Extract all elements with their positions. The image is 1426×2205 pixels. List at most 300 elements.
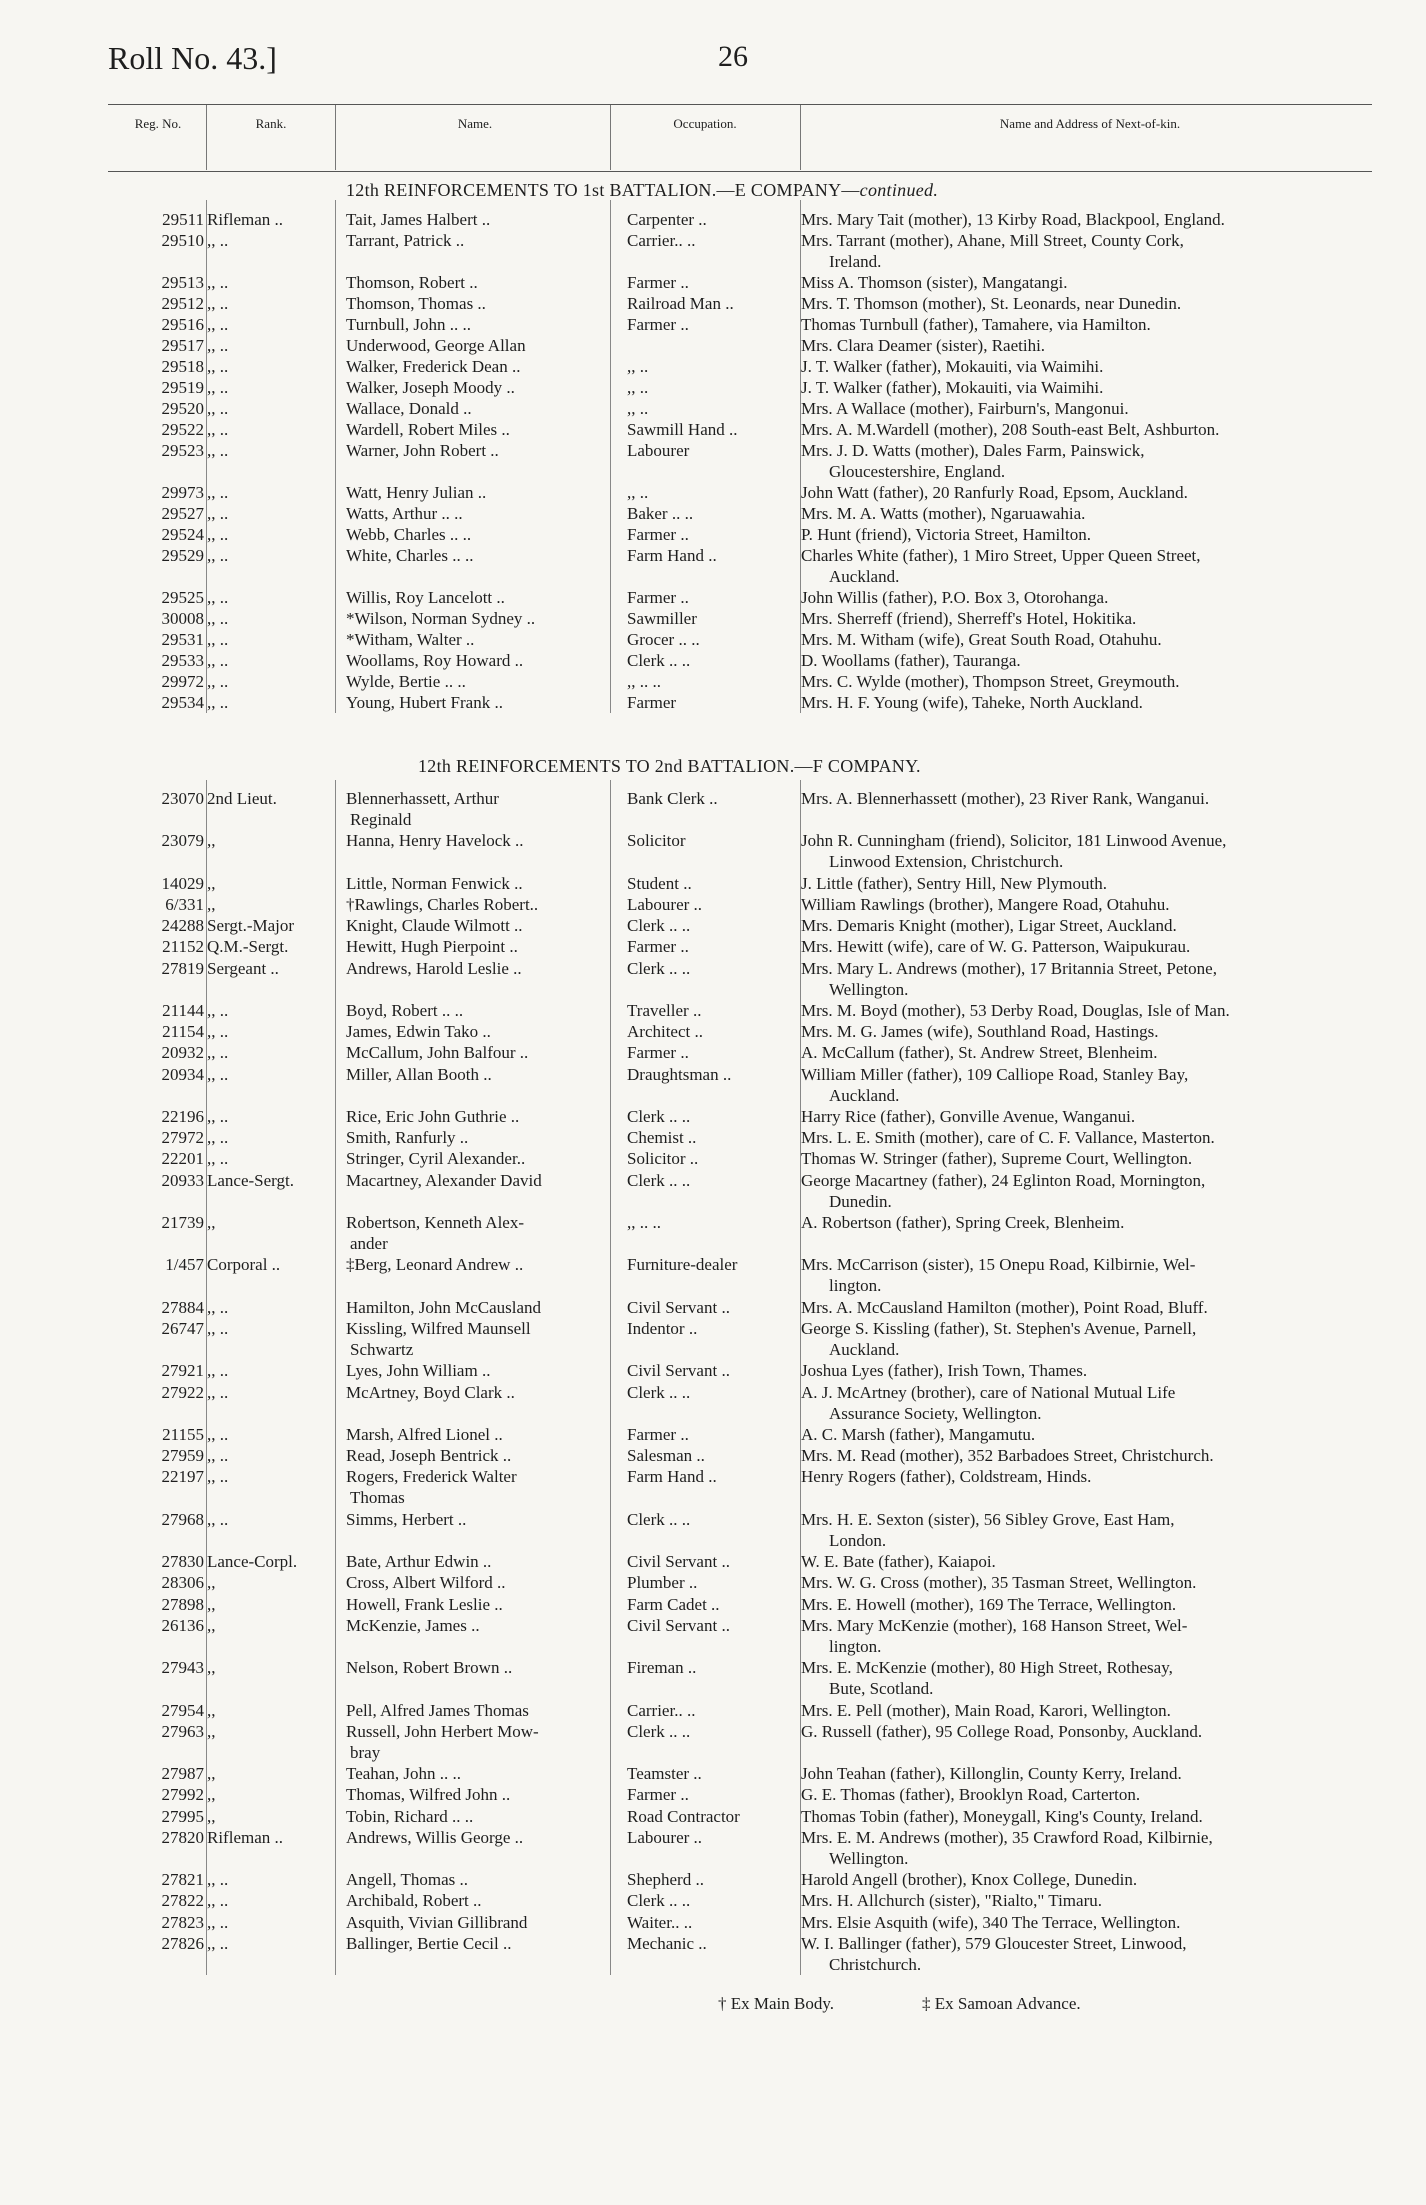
- rank: ,, ..: [207, 609, 229, 628]
- soldier-name: [346, 650, 608, 671]
- next-of-kin: [801, 335, 1383, 356]
- rank: ,, ..: [207, 588, 229, 607]
- next-of-kin-line: A. Robertson (father), Spring Creek, Blenheim.: [801, 1213, 1125, 1232]
- soldier-name-line: James, Edwin Tako ..: [346, 1022, 491, 1042]
- rank: ,,: [207, 1658, 216, 1678]
- soldier-name-line: *Wilson, Norman Sydney ..: [346, 609, 536, 628]
- soldier-name-line: Thomson, Thomas ..: [346, 294, 486, 313]
- soldier-name-line: Watt, Henry Julian ..: [346, 483, 487, 502]
- soldier-name: [346, 398, 608, 419]
- soldier-name: [346, 1382, 608, 1403]
- next-of-kin-line: William Rawlings (brother), Mangere Road, Otahuhu.: [801, 895, 1170, 914]
- soldier-name-line: Stringer, Cyril Alexander..: [346, 1149, 526, 1169]
- occupation: Civil Servant ..: [627, 1615, 730, 1635]
- rank: ,, ..: [207, 672, 229, 691]
- reg-number: 29523: [161, 441, 204, 460]
- col-divider: [335, 105, 336, 170]
- rank: ,, ..: [207, 1467, 229, 1487]
- soldier-name-line: Little, Norman Fenwick ..: [346, 873, 523, 893]
- soldier-name: [346, 335, 608, 356]
- rank: 2nd Lieut.: [207, 789, 277, 808]
- rank: ,, ..: [207, 294, 229, 313]
- next-of-kin-line: John Willis (father), P.O. Box 3, Otorohanga.: [801, 588, 1109, 607]
- column-rule: [610, 780, 611, 1975]
- next-of-kin-line: Auckland.: [829, 1340, 900, 1359]
- soldier-name-line: Marsh, Alfred Lionel ..: [346, 1425, 503, 1444]
- soldier-name: [346, 1890, 608, 1911]
- occupation: Furniture-dealer: [627, 1255, 738, 1275]
- rank: ,, ..: [207, 483, 229, 502]
- next-of-kin-line: J. Little (father), Sentry Hill, New Plymouth.: [801, 873, 1107, 893]
- reg-number: 24288: [161, 916, 204, 936]
- occupation: Chemist ..: [627, 1128, 697, 1148]
- soldier-name-line: Robertson, Kenneth Alex-: [346, 1213, 524, 1232]
- soldier-name: [346, 272, 608, 293]
- next-of-kin-line: J. T. Walker (father), Mokauiti, via Waimihi.: [801, 357, 1104, 376]
- reg-number: 29510: [161, 231, 204, 250]
- soldier-name-line: Underwood, George Allan: [346, 336, 526, 355]
- soldier-name-line: Walker, Joseph Moody ..: [346, 378, 515, 397]
- next-of-kin-line: Mrs. A Wallace (mother), Fairburn's, Mangonui.: [801, 399, 1129, 418]
- roll-number: Roll No. 43.]: [108, 40, 277, 76]
- next-of-kin-line: Mrs. C. Wylde (mother), Thompson Street, Greymouth.: [801, 672, 1180, 691]
- soldier-name: [346, 293, 608, 314]
- reg-number: 21144: [162, 1001, 204, 1020]
- soldier-name-line: Teahan, John .. ..: [346, 1764, 461, 1784]
- next-of-kin-line: Harold Angell (brother), Knox College, Dunedin.: [801, 1870, 1138, 1890]
- next-of-kin: [801, 830, 1383, 872]
- next-of-kin-line: Joshua Lyes (father), Irish Town, Thames.: [801, 1361, 1088, 1381]
- soldier-name: [346, 958, 608, 979]
- next-of-kin-line: W. E. Bate (father), Kaiapoi.: [801, 1552, 996, 1572]
- next-of-kin-line: Thomas Turnbull (father), Tamahere, via Hamilton.: [801, 315, 1151, 334]
- reg-number: 23070: [161, 789, 204, 808]
- reg-number: 14029: [161, 873, 204, 893]
- rank: ,,: [207, 1806, 216, 1826]
- soldier-name: [346, 1572, 608, 1593]
- next-of-kin-line: John Watt (father), 20 Ranfurly Road, Epsom, Auckland.: [801, 483, 1188, 502]
- col-header-name: Name.: [457, 116, 493, 131]
- rank: ,,: [207, 1700, 216, 1720]
- next-of-kin-line: Harry Rice (father), Gonville Avenue, Wanganui.: [801, 1107, 1136, 1126]
- next-of-kin-line: Mrs. McCarrison (sister), 15 Onepu Road, Kilbirnie, Wel-: [801, 1255, 1196, 1275]
- next-of-kin: [801, 524, 1383, 545]
- occupation: Labourer ..: [627, 895, 703, 914]
- reg-number: 27821: [161, 1870, 204, 1890]
- next-of-kin-line: Mrs. W. G. Cross (mother), 35 Tasman Street, Wellington.: [801, 1573, 1197, 1593]
- occupation: Grocer .. ..: [627, 630, 700, 649]
- reg-number: 27921: [161, 1361, 204, 1381]
- next-of-kin-line: Mrs. A. McCausland Hamilton (mother), Point Road, Bluff.: [801, 1297, 1208, 1317]
- reg-number: 22196: [161, 1107, 204, 1126]
- next-of-kin-line: A. McCallum (father), St. Andrew Street, Blenheim.: [801, 1043, 1158, 1063]
- soldier-name-line: Hewitt, Hugh Pierpoint ..: [346, 937, 518, 957]
- soldier-name: [346, 1869, 608, 1890]
- next-of-kin: [801, 272, 1383, 293]
- reg-number: 27884: [161, 1297, 204, 1317]
- occupation: Fireman ..: [627, 1658, 697, 1678]
- reg-number: 29972: [161, 672, 204, 691]
- reg-number: 26136: [161, 1615, 204, 1635]
- soldier-name-line: Lyes, John William ..: [346, 1361, 491, 1381]
- next-of-kin-line: Mrs. Mary L. Andrews (mother), 17 Britannia Street, Petone,: [801, 958, 1217, 978]
- rank: ,,: [207, 1594, 216, 1614]
- next-of-kin: [801, 1466, 1383, 1487]
- soldier-name-line: Cross, Albert Wilford ..: [346, 1573, 506, 1593]
- reg-number: 23079: [161, 831, 204, 851]
- reg-number: 22197: [161, 1467, 204, 1487]
- soldier-name: [346, 1170, 608, 1191]
- next-of-kin: [801, 1890, 1383, 1911]
- rank: Sergt.-Major: [207, 916, 295, 936]
- soldier-name: [346, 1827, 608, 1848]
- soldier-name: [346, 1933, 608, 1954]
- next-of-kin-line: Christchurch.: [829, 1954, 922, 1974]
- soldier-name-line: Smith, Ranfurly ..: [346, 1128, 469, 1148]
- soldier-name-line: Blennerhassett, Arthur: [346, 789, 499, 808]
- next-of-kin: [801, 1445, 1383, 1466]
- rank: ,,: [207, 1573, 216, 1593]
- next-of-kin: [801, 1572, 1383, 1593]
- soldier-name-line: Simms, Herbert ..: [346, 1509, 467, 1529]
- soldier-name: [346, 1594, 608, 1615]
- next-of-kin: [801, 894, 1383, 915]
- soldier-name-line: Hamilton, John McCausland: [346, 1297, 542, 1317]
- next-of-kin-line: lington.: [829, 1636, 882, 1656]
- next-of-kin: [801, 1127, 1383, 1148]
- next-of-kin-line: Mrs. Demaris Knight (mother), Ligar Street, Auckland.: [801, 916, 1177, 936]
- reg-number: 27972: [161, 1128, 204, 1148]
- next-of-kin: [801, 314, 1383, 335]
- occupation: Architect ..: [627, 1022, 703, 1042]
- section-title: [418, 756, 921, 777]
- soldier-name-line: Thomas: [350, 1488, 405, 1508]
- column-rule: [610, 200, 611, 713]
- soldier-name-line: Howell, Frank Leslie ..: [346, 1594, 503, 1614]
- soldier-name-line: McArtney, Boyd Clark ..: [346, 1382, 515, 1402]
- reg-number: 26747: [161, 1319, 204, 1338]
- next-of-kin-line: Wellington.: [829, 1848, 909, 1868]
- next-of-kin: [801, 1042, 1383, 1063]
- next-of-kin: [801, 1912, 1383, 1933]
- soldier-name: [346, 1784, 608, 1805]
- next-of-kin: [801, 1933, 1383, 1975]
- next-of-kin: [801, 1318, 1383, 1360]
- soldier-name-line: Wardell, Robert Miles ..: [346, 420, 510, 439]
- next-of-kin: [801, 293, 1383, 314]
- next-of-kin: [801, 958, 1383, 1000]
- reg-number: 27992: [161, 1785, 204, 1805]
- reg-number: 27826: [161, 1933, 204, 1953]
- soldier-name-line: Warner, John Robert ..: [346, 441, 499, 460]
- rank: ,, ..: [207, 1382, 229, 1402]
- soldier-name: [346, 894, 608, 915]
- next-of-kin-line: Mrs. A. Blennerhassett (mother), 23 River Rank, Wanganui.: [801, 789, 1210, 808]
- occupation: Farmer ..: [627, 273, 689, 292]
- soldier-name: [346, 1021, 608, 1042]
- soldier-name: [346, 377, 608, 398]
- reg-number: 27959: [161, 1446, 204, 1466]
- next-of-kin-line: Mrs. Elsie Asquith (wife), 340 The Terrace, Wellington.: [801, 1912, 1181, 1932]
- reg-number: 29517: [161, 336, 204, 355]
- next-of-kin-line: George Macartney (father), 24 Eglinton Road, Mornington,: [801, 1170, 1206, 1190]
- soldier-name: [346, 419, 608, 440]
- next-of-kin-line: John Teahan (father), Killonglin, County Kerry, Ireland.: [801, 1764, 1182, 1784]
- next-of-kin: [801, 209, 1383, 230]
- soldier-name: [346, 545, 608, 566]
- reg-number: 29519: [161, 378, 204, 397]
- next-of-kin: [801, 1106, 1383, 1127]
- soldier-name-line: Miller, Allan Booth ..: [346, 1064, 492, 1084]
- soldier-name-line: Ballinger, Bertie Cecil ..: [346, 1933, 512, 1953]
- rank: ,,: [207, 873, 216, 893]
- section-title-continued: continued.: [859, 180, 939, 200]
- header-rule-top: [108, 104, 1372, 105]
- reg-number: 27943: [161, 1658, 204, 1678]
- rank: ,,: [207, 1213, 216, 1232]
- rank: ,, ..: [207, 273, 229, 292]
- occupation: Farmer ..: [627, 1785, 689, 1805]
- soldier-name-line: Kissling, Wilfred Maunsell: [346, 1319, 531, 1338]
- reg-number: 29516: [161, 315, 204, 334]
- reg-number: 27820: [161, 1827, 204, 1847]
- occupation: Carrier.. ..: [627, 231, 696, 250]
- next-of-kin: [801, 1297, 1383, 1318]
- soldier-name-line: White, Charles .. ..: [346, 546, 474, 565]
- next-of-kin-line: Auckland.: [829, 1085, 900, 1105]
- reg-number: 27823: [161, 1912, 204, 1932]
- rank: ,, ..: [207, 1043, 229, 1063]
- soldier-name: [346, 209, 608, 230]
- next-of-kin: [801, 1148, 1383, 1169]
- reg-number: 20933: [161, 1170, 204, 1190]
- col-header-rank: Rank.: [255, 116, 287, 131]
- soldier-name: [346, 671, 608, 692]
- reg-number: 27922: [161, 1382, 204, 1402]
- page-number: 26: [718, 40, 748, 73]
- next-of-kin-line: William Miller (father), 109 Calliope Road, Stanley Bay,: [801, 1064, 1189, 1084]
- rank: ,, ..: [207, 630, 229, 649]
- next-of-kin: [801, 545, 1383, 587]
- next-of-kin-line: Gloucestershire, England.: [829, 462, 1006, 481]
- rank: ,, ..: [207, 1107, 229, 1126]
- rank: ,, ..: [207, 420, 229, 439]
- soldier-name: [346, 1700, 608, 1721]
- column-rule: [335, 780, 336, 1975]
- rank: Rifleman ..: [207, 1827, 284, 1847]
- next-of-kin: [801, 230, 1383, 272]
- column-rule: [335, 200, 336, 713]
- soldier-name-line: Rice, Eric John Guthrie ..: [346, 1107, 520, 1126]
- soldier-name-line: Wylde, Bertie .. ..: [346, 672, 466, 691]
- soldier-name: [346, 1721, 608, 1763]
- soldier-name: [346, 587, 608, 608]
- next-of-kin-line: Mrs. H. Allchurch (sister), "Rialto," Timaru.: [801, 1891, 1102, 1911]
- section-title-main: 12th REINFORCEMENTS TO 2nd BATTALION.—F COMPANY.: [418, 756, 921, 776]
- rank: ,,: [207, 1721, 216, 1741]
- next-of-kin-line: Mrs. H. F. Young (wife), Taheke, North Auckland.: [801, 693, 1143, 712]
- soldier-name-line: Russell, John Herbert Mow-: [346, 1721, 539, 1741]
- reg-number: 21155: [162, 1425, 204, 1444]
- reg-number: 20932: [161, 1043, 204, 1063]
- soldier-name: [346, 1763, 608, 1784]
- occupation: Clerk .. ..: [627, 916, 691, 936]
- next-of-kin: [801, 1615, 1383, 1657]
- reg-number: 29525: [161, 588, 204, 607]
- rank: ,, ..: [207, 441, 229, 460]
- reg-number: 29527: [161, 504, 204, 523]
- soldier-name: [346, 608, 608, 629]
- soldier-name: [346, 1912, 608, 1933]
- footnote-dagger: † Ex Main Body.: [718, 1994, 835, 2013]
- rank: ,,: [207, 831, 216, 851]
- next-of-kin-line: Mrs. Mary McKenzie (mother), 168 Hanson Street, Wel-: [801, 1615, 1188, 1635]
- next-of-kin: [801, 1721, 1383, 1742]
- soldier-name-line: †Rawlings, Charles Robert..: [346, 895, 539, 914]
- next-of-kin: [801, 1869, 1383, 1890]
- next-of-kin-line: Mrs. T. Thomson (mother), St. Leonards, near Dunedin.: [801, 294, 1182, 313]
- rank: ,, ..: [207, 1064, 229, 1084]
- reg-number: 27822: [161, 1891, 204, 1911]
- occupation: Indentor ..: [627, 1319, 698, 1338]
- next-of-kin: [801, 608, 1383, 629]
- rank: ,, ..: [207, 1870, 229, 1890]
- next-of-kin-line: George S. Kissling (father), St. Stephen's Avenue, Parnell,: [801, 1319, 1197, 1338]
- soldier-name: [346, 524, 608, 545]
- section-title-main: 12th REINFORCEMENTS TO 1st BATTALION.—E COMPANY—: [346, 180, 860, 200]
- next-of-kin: [801, 398, 1383, 419]
- next-of-kin-line: Linwood Extension, Christchurch.: [829, 852, 1064, 872]
- occupation: Farmer ..: [627, 525, 689, 544]
- rank: ,, ..: [207, 1149, 229, 1169]
- rank: ,, ..: [207, 1297, 229, 1317]
- col-divider: [610, 105, 611, 170]
- soldier-name-line: Watts, Arthur .. ..: [346, 504, 463, 523]
- column-rule: [800, 200, 801, 713]
- occupation: Farmer ..: [627, 588, 689, 607]
- soldier-name: [346, 1615, 608, 1636]
- soldier-name-line: Archibald, Robert ..: [346, 1891, 482, 1911]
- reg-number: 29512: [161, 294, 204, 313]
- rank: ,, ..: [207, 1446, 229, 1466]
- occupation: Clerk .. ..: [627, 1170, 691, 1190]
- soldier-name: [346, 915, 608, 936]
- soldier-name-line: Bate, Arthur Edwin ..: [346, 1552, 492, 1572]
- next-of-kin: [801, 440, 1383, 482]
- next-of-kin: [801, 873, 1383, 894]
- soldier-name: [346, 1297, 608, 1318]
- reg-number: 29534: [161, 693, 204, 712]
- rank: ,, ..: [207, 1425, 229, 1444]
- soldier-name-line: ‡Berg, Leonard Andrew ..: [346, 1255, 524, 1275]
- soldier-name: [346, 1360, 608, 1381]
- next-of-kin-line: Thomas W. Stringer (father), Supreme Court, Wellington.: [801, 1149, 1193, 1169]
- soldier-name: [346, 1466, 608, 1508]
- reg-number: 27968: [161, 1509, 204, 1529]
- rank: ,, ..: [207, 1361, 229, 1381]
- soldier-name-line: Walker, Frederick Dean ..: [346, 357, 521, 376]
- soldier-name-line: Read, Joseph Bentrick ..: [346, 1446, 512, 1466]
- next-of-kin-line: Mrs. E. M. Andrews (mother), 35 Crawford Road, Kilbirnie,: [801, 1827, 1213, 1847]
- rank: Lance-Corpl.: [207, 1552, 298, 1572]
- soldier-name-line: Wallace, Donald ..: [346, 399, 472, 418]
- soldier-name-line: bray: [350, 1742, 381, 1762]
- occupation: Farm Cadet ..: [627, 1594, 720, 1614]
- next-of-kin-line: Mrs. M. Witham (wife), Great South Road, Otahuhu.: [801, 630, 1162, 649]
- reg-number: 27819: [161, 958, 204, 978]
- next-of-kin-line: Ireland.: [829, 252, 882, 271]
- next-of-kin: [801, 1382, 1383, 1424]
- next-of-kin: [801, 482, 1383, 503]
- soldier-name: [346, 482, 608, 503]
- next-of-kin: [801, 1509, 1383, 1551]
- occupation: Mechanic ..: [627, 1933, 707, 1953]
- reg-number: 29529: [161, 546, 204, 565]
- next-of-kin-line: Mrs. Mary Tait (mother), 13 Kirby Road, Blackpool, England.: [801, 210, 1225, 229]
- rank: ,, ..: [207, 1509, 229, 1529]
- next-of-kin-line: Mrs. Tarrant (mother), Ahane, Mill Street, County Cork,: [801, 231, 1184, 250]
- occupation: Farmer ..: [627, 1425, 689, 1444]
- occupation: Clerk .. ..: [627, 651, 691, 670]
- soldier-name: [346, 1148, 608, 1169]
- next-of-kin-line: lington.: [829, 1276, 882, 1296]
- soldier-name-line: McCallum, John Balfour ..: [346, 1043, 529, 1063]
- column-rule: [800, 780, 801, 1975]
- next-of-kin-line: Charles White (father), 1 Miro Street, Upper Queen Street,: [801, 546, 1201, 565]
- occupation: ,, ..: [627, 357, 649, 376]
- next-of-kin: [801, 1700, 1383, 1721]
- next-of-kin: [801, 1424, 1383, 1445]
- reg-number: 29511: [162, 210, 204, 229]
- rank: ,, ..: [207, 1933, 229, 1953]
- rank: ,,: [207, 1764, 216, 1784]
- next-of-kin-line: W. I. Ballinger (father), 579 Gloucester Street, Linwood,: [801, 1933, 1187, 1953]
- next-of-kin-line: Mrs. M. G. James (wife), Southland Road, Hastings.: [801, 1022, 1159, 1042]
- soldier-name: [346, 1106, 608, 1127]
- next-of-kin-line: Dunedin.: [829, 1191, 892, 1211]
- rank: ,, ..: [207, 546, 229, 565]
- next-of-kin-line: Thomas Tobin (father), Moneygall, King's County, Ireland.: [801, 1806, 1203, 1826]
- col-header-occupation: Occupation.: [673, 116, 737, 131]
- next-of-kin-line: Mrs. Sherreff (friend), Sherreff's Hotel, Hokitika.: [801, 609, 1137, 628]
- soldier-name-line: *Witham, Walter ..: [346, 630, 475, 649]
- occupation: Clerk .. ..: [627, 1891, 691, 1911]
- next-of-kin-line: A. C. Marsh (father), Mangamutu.: [801, 1425, 1036, 1444]
- soldier-name-line: Tobin, Richard .. ..: [346, 1806, 474, 1826]
- occupation: Clerk .. ..: [627, 958, 691, 978]
- rank: ,, ..: [207, 378, 229, 397]
- next-of-kin-line: Assurance Society, Wellington.: [829, 1403, 1042, 1423]
- next-of-kin: [801, 356, 1383, 377]
- reg-number: 1/457: [165, 1255, 204, 1275]
- rank: ,, ..: [207, 315, 229, 334]
- next-of-kin: [801, 1000, 1383, 1021]
- soldier-name: [346, 1000, 608, 1021]
- soldier-name-line: Asquith, Vivian Gillibrand: [346, 1912, 528, 1932]
- occupation: ,, ..: [627, 483, 649, 502]
- soldier-name: [346, 692, 608, 713]
- next-of-kin: [801, 788, 1383, 809]
- occupation: Carrier.. ..: [627, 1700, 696, 1720]
- rank: ,, ..: [207, 1022, 229, 1042]
- next-of-kin: [801, 1784, 1383, 1805]
- soldier-name: [346, 1509, 608, 1530]
- occupation: Clerk .. ..: [627, 1721, 691, 1741]
- occupation: ,, ..: [627, 378, 649, 397]
- reg-number: 29524: [161, 525, 204, 544]
- occupation: Salesman ..: [627, 1446, 705, 1466]
- next-of-kin: [801, 671, 1383, 692]
